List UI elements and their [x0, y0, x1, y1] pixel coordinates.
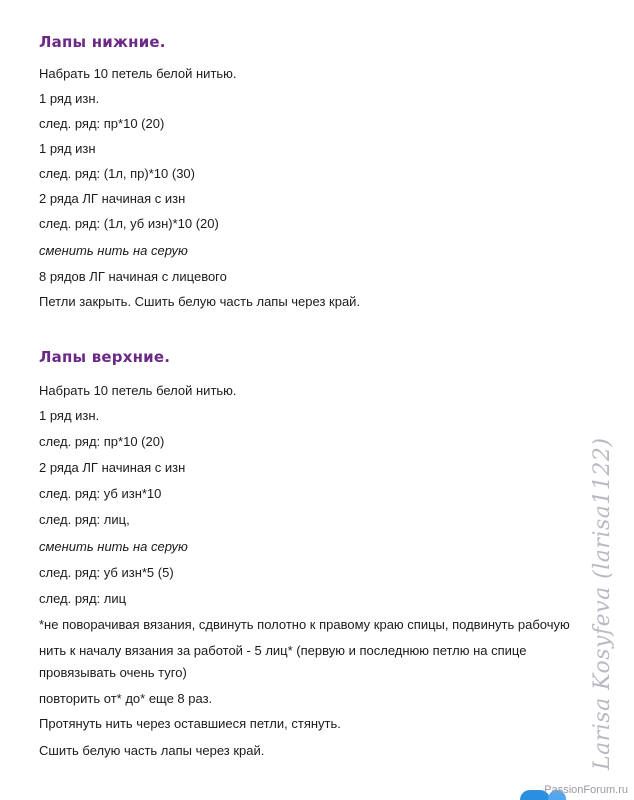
instruction-line: 8 рядов ЛГ начиная с лицевого: [39, 269, 227, 284]
instruction-line: повторить от* до* еще 8 раз.: [39, 691, 213, 706]
instruction-line: след. ряд: лиц,: [39, 512, 130, 527]
instruction-line: Набрать 10 петель белой нитью.: [39, 66, 237, 81]
instruction-line: след. ряд: уб изн*10: [39, 486, 162, 501]
instruction-line-italic: сменить нить на серую: [39, 243, 188, 258]
instruction-line: след. ряд: пр*10 (20): [39, 116, 165, 131]
instruction-line: след. ряд: лиц: [39, 591, 127, 606]
instruction-line: след. ряд: уб изн*5 (5): [39, 565, 174, 580]
instruction-line: Сшить белую часть лапы через край.: [39, 743, 265, 758]
instruction-line: Протянуть нить через оставшиеся петли, стянуть.: [39, 716, 341, 731]
instruction-line: 1 ряд изн.: [39, 91, 100, 106]
instruction-line: 1 ряд изн: [39, 141, 96, 156]
section-title-upper-paws: Лапы верхние.: [39, 348, 171, 366]
author-watermark: Larisa Kosyfeva (larisa1122): [590, 437, 615, 770]
instruction-line: 2 ряда ЛГ начиная с изн: [39, 191, 186, 206]
instruction-line: след. ряд: (1л, пр)*10 (30): [39, 166, 195, 181]
instruction-line: провязывать очень туго): [39, 665, 187, 680]
section-title-lower-paws: Лапы нижние.: [39, 33, 166, 51]
instruction-line: 1 ряд изн.: [39, 408, 100, 423]
instruction-line: нить к началу вязания за работой - 5 лиц* (первую и последнюю петлю на спице: [39, 643, 527, 658]
instruction-line: Набрать 10 петель белой нитью.: [39, 383, 237, 398]
instruction-line: след. ряд: (1л, уб изн)*10 (20): [39, 216, 219, 231]
instruction-line: Петли закрыть. Сшить белую часть лапы через край.: [39, 294, 361, 309]
instruction-line: *не поворачивая вязания, сдвинуть полотно к правому краю спицы, подвинуть рабочую: [39, 617, 570, 632]
instruction-line: 2 ряда ЛГ начиная с изн: [39, 460, 186, 475]
site-watermark: PassionForum.ru: [544, 784, 628, 796]
instruction-line: след. ряд: пр*10 (20): [39, 434, 165, 449]
instruction-line-italic: сменить нить на серую: [39, 539, 188, 554]
